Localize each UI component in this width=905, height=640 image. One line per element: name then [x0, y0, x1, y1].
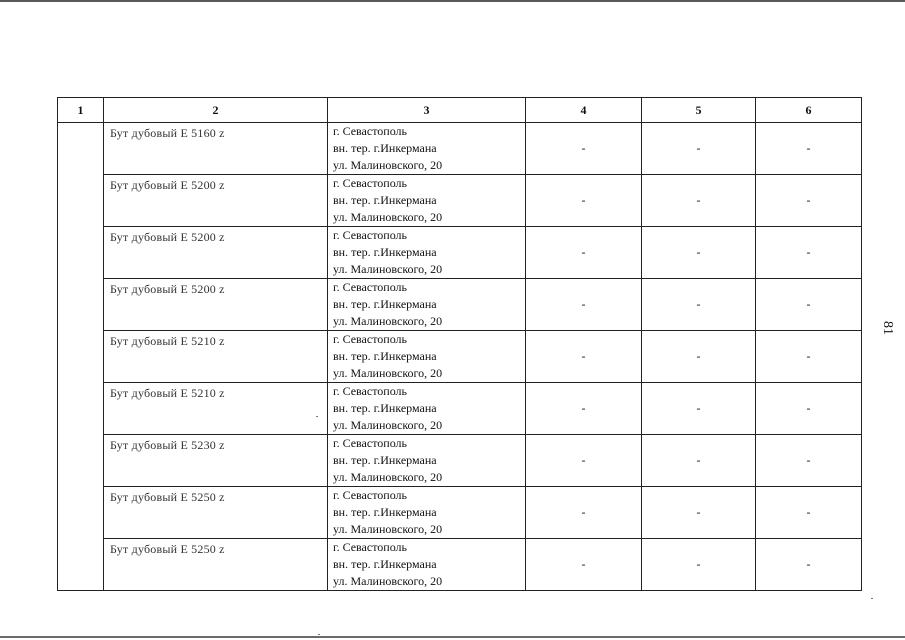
column-6-cell: - — [756, 175, 862, 227]
address-district: вн. тер. г.Инкермана — [333, 141, 437, 155]
header-row — [58, 98, 862, 123]
column-5-cell: - — [642, 123, 756, 175]
scan-speck — [318, 634, 320, 635]
address-city: г. Севастополь — [333, 280, 408, 294]
address-city: г. Севастополь — [333, 540, 408, 554]
table-row — [58, 539, 862, 591]
merged-number-cell — [58, 123, 104, 591]
item-name-cell: Бут дубовый Е 5230 z — [104, 435, 328, 487]
column-6-cell: - — [756, 539, 862, 591]
scan-edge-top — [0, 0, 905, 2]
address-district: вн. тер. г.Инкермана — [333, 349, 437, 363]
item-name-cell: Бут дубовый Е 5200 z — [104, 279, 328, 331]
column-6-cell: - — [756, 487, 862, 539]
address-street: ул. Малиновского, 20 — [333, 158, 443, 172]
document-table — [57, 97, 862, 591]
column-4-cell: - — [526, 487, 642, 539]
item-name-cell: Бут дубовый Е 5200 z — [104, 175, 328, 227]
item-name-cell: Бут дубовый Е 5250 z — [104, 487, 328, 539]
table-row — [58, 175, 862, 227]
table-row — [58, 279, 862, 331]
item-name-cell: Бут дубовый Е 5250 z — [104, 539, 328, 591]
address-street: ул. Малиновского, 20 — [333, 262, 443, 276]
column-4-cell: - — [526, 383, 642, 435]
table-header — [58, 98, 862, 123]
column-5-cell: - — [642, 175, 756, 227]
column-5-cell: - — [642, 227, 756, 279]
column-5-cell: - — [642, 539, 756, 591]
address-cell — [328, 279, 526, 331]
column-header-1: 1 — [58, 98, 104, 123]
address-district: вн. тер. г.Инкермана — [333, 453, 437, 467]
item-name-cell: Бут дубовый Е 5200 z — [104, 227, 328, 279]
column-5-cell: - — [642, 331, 756, 383]
column-header-2: 2 — [104, 98, 328, 123]
scan-edge-bottom — [0, 636, 905, 638]
table-row — [58, 331, 862, 383]
column-6-cell: - — [756, 123, 862, 175]
column-6-cell: - — [756, 383, 862, 435]
address-cell — [328, 227, 526, 279]
column-5-cell: - — [642, 383, 756, 435]
column-4-cell: - — [526, 331, 642, 383]
address-street: ул. Малиновского, 20 — [333, 574, 443, 588]
address-district: вн. тер. г.Инкермана — [333, 193, 437, 207]
column-6-cell: - — [756, 227, 862, 279]
table-row — [58, 487, 862, 539]
address-cell — [328, 539, 526, 591]
column-5-cell: - — [642, 487, 756, 539]
address-district: вн. тер. г.Инкермана — [333, 245, 437, 259]
address-cell — [328, 175, 526, 227]
address-cell — [328, 331, 526, 383]
address-district: вн. тер. г.Инкермана — [333, 297, 437, 311]
column-4-cell: - — [526, 227, 642, 279]
address-district: вн. тер. г.Инкермана — [333, 557, 437, 571]
item-name-cell: Бут дубовый Е 5210 z — [104, 331, 328, 383]
address-cell — [328, 383, 526, 435]
address-street: ул. Малиновского, 20 — [333, 210, 443, 224]
item-name-cell: Бут дубовый Е 5160 z — [104, 123, 328, 175]
table-row — [58, 383, 862, 435]
table-body — [58, 123, 862, 591]
column-header-3: 3 — [328, 98, 526, 123]
column-header-4: 4 — [526, 98, 642, 123]
column-4-cell: - — [526, 539, 642, 591]
table-row — [58, 227, 862, 279]
column-header-5: 5 — [642, 98, 756, 123]
address-city: г. Севастополь — [333, 488, 408, 502]
column-4-cell: - — [526, 175, 642, 227]
address-cell — [328, 487, 526, 539]
scan-speck — [316, 416, 318, 417]
address-street: ул. Малиновского, 20 — [333, 470, 443, 484]
address-city: г. Севастополь — [333, 332, 408, 346]
address-street: ул. Малиновского, 20 — [333, 522, 443, 536]
column-6-cell: - — [756, 435, 862, 487]
column-5-cell: - — [642, 435, 756, 487]
address-city: г. Севастополь — [333, 124, 408, 138]
address-street: ул. Малиновского, 20 — [333, 418, 443, 432]
column-6-cell: - — [756, 279, 862, 331]
address-street: ул. Малиновского, 20 — [333, 314, 443, 328]
address-district: вн. тер. г.Инкермана — [333, 505, 437, 519]
table-row — [58, 123, 862, 175]
item-name-cell: Бут дубовый Е 5210 z — [104, 383, 328, 435]
address-city: г. Севастополь — [333, 228, 408, 242]
address-city: г. Севастополь — [333, 436, 408, 450]
address-cell — [328, 435, 526, 487]
page-number: 81 — [880, 321, 895, 335]
column-4-cell: - — [526, 123, 642, 175]
address-cell — [328, 123, 526, 175]
document-table-container — [57, 97, 861, 591]
column-6-cell: - — [756, 331, 862, 383]
address-city: г. Севастополь — [333, 176, 408, 190]
column-5-cell: - — [642, 279, 756, 331]
address-district: вн. тер. г.Инкермана — [333, 401, 437, 415]
table-row — [58, 435, 862, 487]
column-4-cell: - — [526, 279, 642, 331]
scan-speck — [871, 598, 873, 599]
column-header-6: 6 — [756, 98, 862, 123]
address-city: г. Севастополь — [333, 384, 408, 398]
column-4-cell: - — [526, 435, 642, 487]
address-street: ул. Малиновского, 20 — [333, 366, 443, 380]
